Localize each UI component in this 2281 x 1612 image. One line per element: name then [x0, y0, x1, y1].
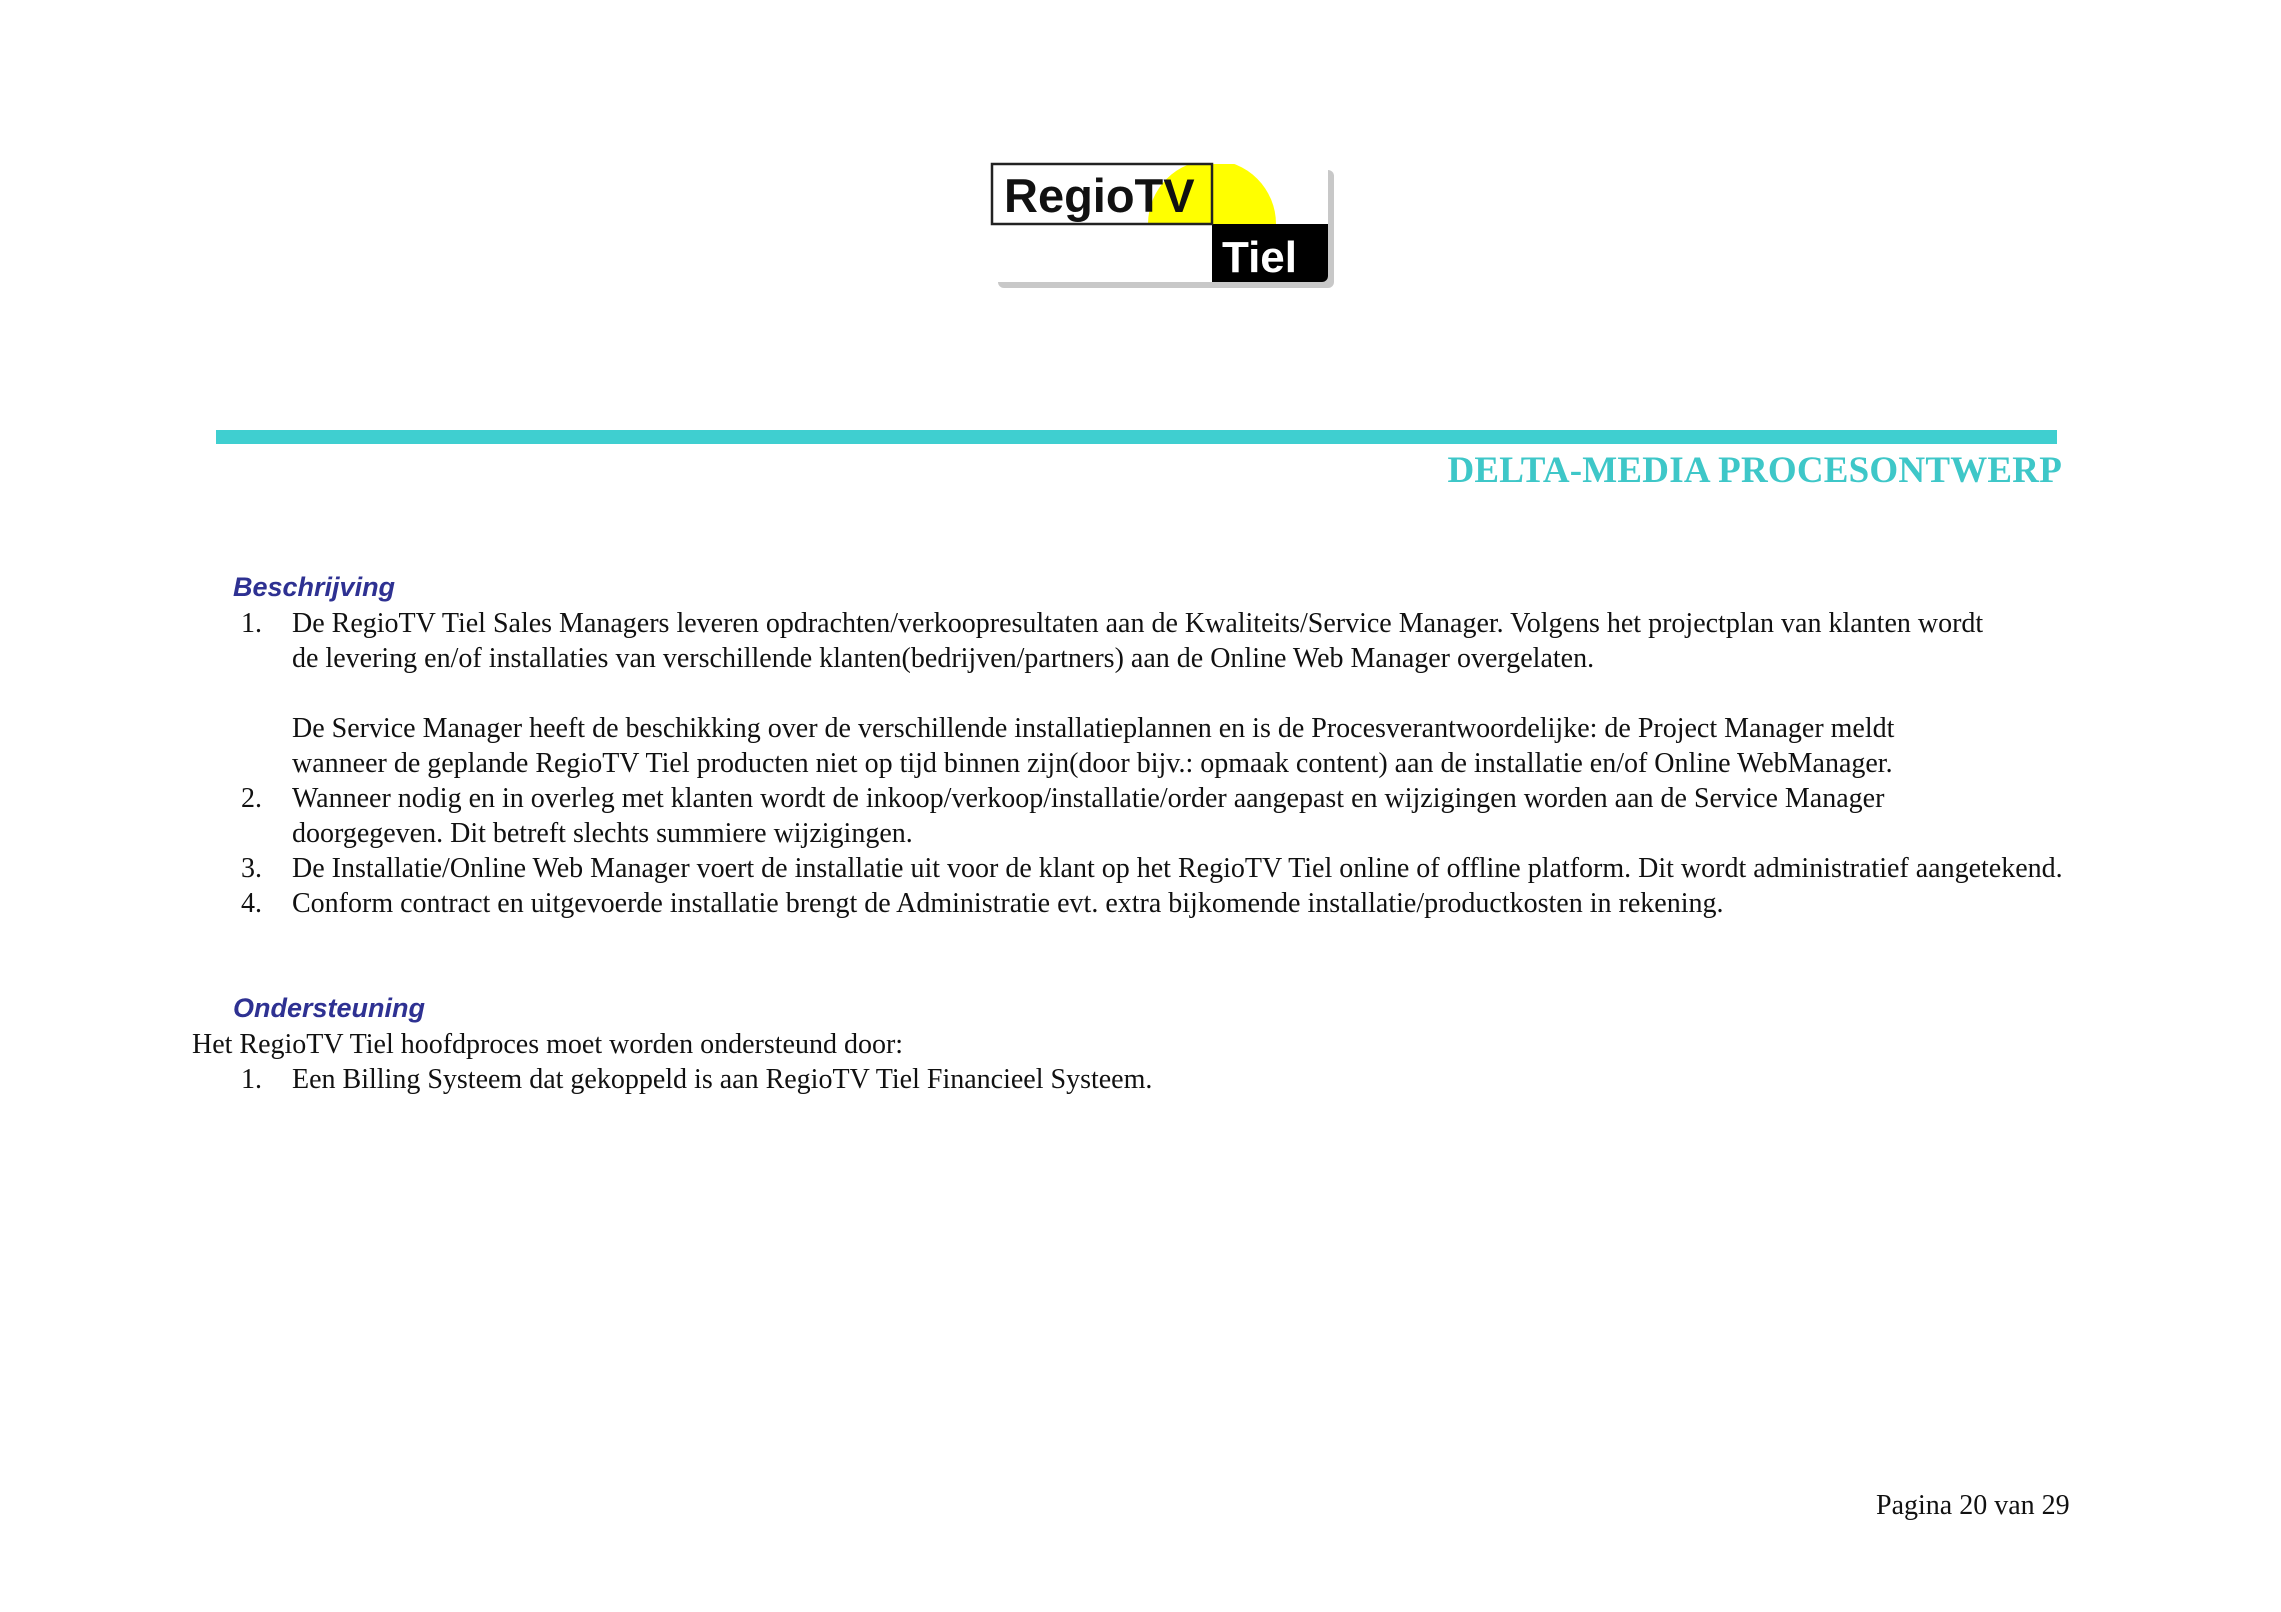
ondersteuning-list	[241, 1062, 1152, 1097]
list-item-line: Conform contract en uitgevoerde installatie brengt de Administratie evt. extra bijkomende installatie/productkosten in rekening.	[292, 888, 1724, 919]
list-item-line: doorgegeven. Dit betreft slechts summiere wijzigingen.	[292, 818, 913, 849]
list-item-number: 4.	[241, 888, 262, 919]
list-item-line: De RegioTV Tiel Sales Managers leveren opdrachten/verkoopresultaten aan de Kwaliteits/Service Manager. Volgens het projectplan van klanten wordt	[292, 608, 1984, 639]
list-item-line: Wanneer nodig en in overleg met klanten wordt de inkoop/verkoop/installatie/order aangepast en wijzigingen worden aan de Service Manager	[292, 783, 1885, 814]
document-title: DELTA-MEDIA PROCESONTWERP	[1447, 450, 2062, 491]
ondersteuning-intro: Het RegioTV Tiel hoofdproces moet worden ondersteund door:	[192, 1029, 904, 1060]
list-item	[241, 606, 2063, 781]
list-item-number: 1.	[241, 1064, 262, 1095]
list-item-line: de levering en/of installaties van verschillende klanten(bedrijven/partners) aan de Online Web Manager overgelaten.	[292, 643, 1595, 674]
logo-text-tiel: Tiel	[1222, 233, 1298, 282]
list-item-line: De Installatie/Online Web Manager voert de installatie uit voor de klant op het RegioTV Tiel online of offline platform. Dit wordt administratief aangetekend.	[292, 853, 2063, 884]
list-item-line: De Service Manager heeft de beschikking over de verschillende installatieplannen en is de Procesverantwoordelijke: de Project Manager meldt	[292, 713, 1895, 744]
list-item-line: wanneer de geplande RegioTV Tiel producten niet op tijd binnen zijn(door bijv.: opmaak content) aan de installatie en/of Online WebManager.	[292, 748, 1893, 779]
page-number: Pagina 20 van 29	[1876, 1490, 2070, 1521]
list-item	[241, 781, 2063, 851]
list-item	[241, 851, 2063, 886]
section-heading-beschrijving: Beschrijving	[233, 572, 396, 602]
header-divider	[216, 430, 2057, 444]
list-item-number: 1.	[241, 608, 262, 639]
list-item-number: 3.	[241, 853, 262, 884]
logo-text-regiotv: RegioTV	[1004, 169, 1195, 222]
list-item-line: Een Billing Systeem dat gekoppeld is aan RegioTV Tiel Financieel Systeem.	[292, 1064, 1153, 1095]
list-item	[241, 886, 2063, 921]
paragraph-gap	[292, 676, 2063, 711]
list-item-number: 2.	[241, 783, 262, 814]
section-heading-ondersteuning: Ondersteuning	[233, 993, 426, 1023]
list-item	[241, 1062, 1152, 1097]
regiotv-tiel-logo	[990, 160, 1340, 295]
beschrijving-list	[241, 606, 2063, 921]
